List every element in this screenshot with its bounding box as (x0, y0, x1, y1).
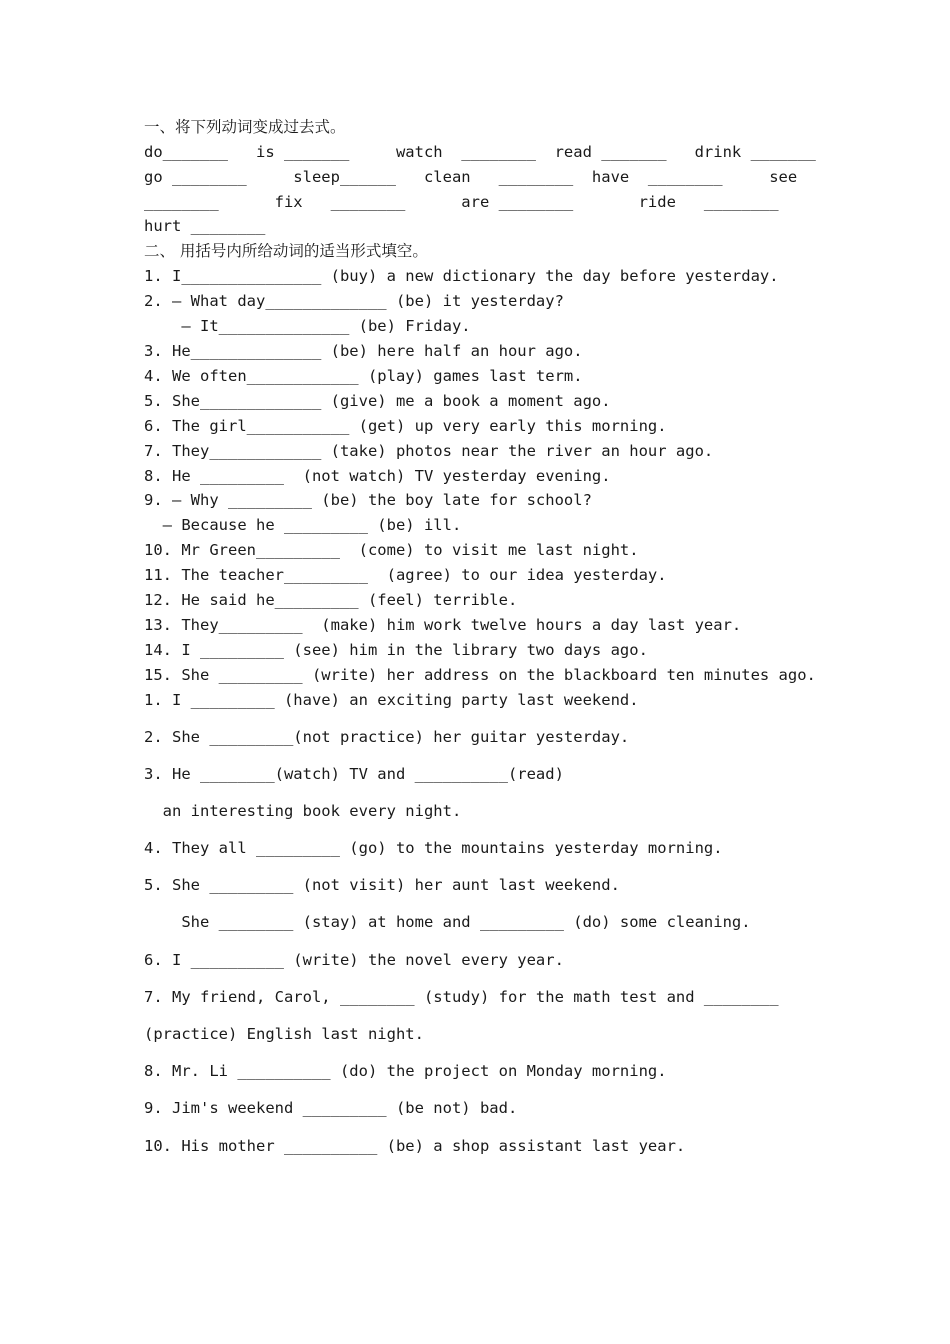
exercise-item: 1. I _________ (have) an exciting party last weekend. (144, 691, 639, 709)
section2-title: 二、 用括号内所给动词的适当形式填空。 (144, 242, 428, 260)
exercise-item: 12. He said he_________ (feel) terrible. (144, 591, 518, 609)
exercise-item: 2. — What day_____________ (be) it yesterday? (144, 292, 564, 310)
exercise-item: 1. I_______________ (buy) a new dictionary the day before yesterday. (144, 267, 779, 285)
exercise-item: 15. She _________ (write) her address on the blackboard ten minutes ago. (144, 666, 816, 684)
section1-title: 一、将下列动词变成过去式。 (144, 118, 346, 136)
exercise-item: 7. My friend, Carol, ________ (study) for the math test and ________ (144, 988, 779, 1006)
exercise-item: 4. They all _________ (go) to the mountains yesterday morning. (144, 839, 723, 857)
exercise-item: 4. We often____________ (play) games last term. (144, 367, 583, 385)
exercise-item: an interesting book every night. (144, 802, 462, 820)
exercise-item: 8. He _________ (not watch) TV yesterday evening. (144, 467, 611, 485)
verb-list-line: hurt ________ (144, 217, 266, 235)
exercise-item: 11. The teacher_________ (agree) to our idea yesterday. (144, 566, 667, 584)
exercise-item: 10. His mother __________ (be) a shop assistant last year. (144, 1137, 686, 1155)
exercise-item: 5. She_____________ (give) me a book a moment ago. (144, 392, 611, 410)
exercise-item: 3. He ________(watch) TV and __________(read) (144, 765, 564, 783)
exercise-item: 9. — Why _________ (be) the boy late for school? (144, 491, 592, 509)
exercise-item: — Because he _________ (be) ill. (144, 516, 462, 534)
exercise-item: 9. Jim's weekend _________ (be not) bad. (144, 1099, 518, 1117)
exercise-item: (practice) English last night. (144, 1025, 424, 1043)
verb-list-line: ________ fix ________ are ________ ride ________ (144, 193, 779, 211)
exercise-item: 10. Mr Green_________ (come) to visit me last night. (144, 541, 639, 559)
exercise-item: 8. Mr. Li __________ (do) the project on Monday morning. (144, 1062, 667, 1080)
verb-list-line: go ________ sleep______ clean ________ have ________ see (144, 168, 798, 186)
exercise-item: 6. I __________ (write) the novel every year. (144, 951, 564, 969)
exercise-item: 3. He______________ (be) here half an hour ago. (144, 342, 583, 360)
exercise-item: 13. They_________ (make) him work twelve hours a day last year. (144, 616, 742, 634)
exercise-item: 6. The girl___________ (get) up very early this morning. (144, 417, 667, 435)
verb-list-line: do_______ is _______ watch ________ read _______ drink _______ (144, 143, 816, 161)
exercise-item: 14. I _________ (see) him in the library two days ago. (144, 641, 648, 659)
exercise-item: — It______________ (be) Friday. (144, 317, 471, 335)
exercise-item: 2. She _________(not practice) her guitar yesterday. (144, 728, 630, 746)
exercise-item: She ________ (stay) at home and _________ (do) some cleaning. (144, 913, 751, 931)
exercise-item: 7. They____________ (take) photos near the river an hour ago. (144, 442, 714, 460)
exercise-item: 5. She _________ (not visit) her aunt last weekend. (144, 876, 620, 894)
